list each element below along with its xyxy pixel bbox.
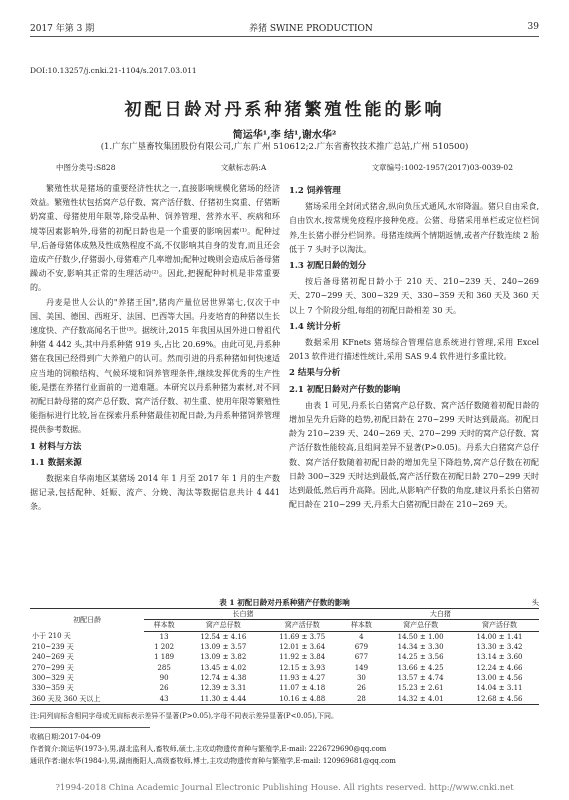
table-cell: 13.30 ± 3.42 (476, 643, 523, 652)
table-cell: 12.15 ± 3.93 (279, 663, 326, 672)
table-cell: 300~329 天 (32, 673, 74, 682)
table-body (30, 631, 539, 704)
table-cell: 677 (354, 653, 369, 662)
table-row (30, 642, 539, 652)
table-cell: 12.39 ± 3.31 (200, 684, 247, 693)
received-date: 收稿日期:2017-04-09 (30, 733, 101, 741)
affiliation: (1.广东广垦畜牧集团股份有限公司,广东 广州 510612;2.广东省畜牧技术推广总站,广州 510500) (100, 142, 469, 152)
paragraph: 由表 1 可见,丹系长白猪窝产总仔数、窝产活仔数随着初配日龄的增加呈先升后降的趋势,初配日龄在 270~299 天时达到最高。初配日龄为 210~239 天、240~269 天、270~299 天时的窝产总仔数、窝产活仔数性能较高,且组间差异不显著(P>0.05)。丹系大白猪窝产总仔数、窝产活仔数随着初配日龄的增加先呈下降趋势,窝产总仔数在初配日龄 300~329 天时达到最低,窝产活仔数在初配日龄 270~299 天时达到最低,然后再升高降。因此,从影响产仔数的角度,建议丹系长白猪初配日龄在 210~299 天,丹系大白猪初配日龄在 210~269 天。 (289, 400, 539, 510)
paragraph: 数据采用 KFnets 猪场综合管理信息系统进行管理,采用 Excel 2013 软件进行描述性统计,采用 SAS 9.4 软件进行多重比较。 (289, 338, 539, 362)
document-code: 文献标志码:A (220, 163, 267, 172)
paragraph: 丹麦是世人公认的"养猪王国",猪肉产量位居世界第七,仅次于中国、美国、德国、西班牙、法国、巴西等大国。丹麦培育的种猪以生长速度快、产仔数高闻名于世⁽³⁾。据统计,2015 年我国从国外进口曾祖代种猪 4 442 头,其中丹系种猪 919 头,占比 20.69%。由此可见,丹系种猪在我国已经得到广大养殖户的认可。然而引进的丹系种猪如何快速适应当地的饲粮结构、气候环境和饲养管理条件,继续发挥优秀的生产性能,是摆在养猪行业面前的一道难题。本研究以丹系种猪为素材,对不同初配日龄母猪的窝产总仔数、窝产活仔数、初生重、使用年限等繁殖性能指标进行比较,旨在探索丹系种猪最佳初配日龄,为丹系种猪饲养管理提供参考数据。 (30, 297, 280, 435)
table-cell: 12.01 ± 3.64 (279, 643, 326, 652)
table-row (30, 693, 539, 704)
table-cell: 285 (157, 663, 171, 672)
table-row (30, 673, 539, 683)
table-row (30, 683, 539, 693)
table-row (30, 662, 539, 672)
table-cell: 14.32 ± 4.01 (381, 693, 460, 704)
table-cell: 11.07 ± 4.18 (279, 684, 326, 693)
table-cell: 26 (159, 684, 169, 693)
table-row (30, 631, 539, 642)
paragraph: 猪场采用全封闭式猪舍,纵向负压式通风,水帘降温。猪只自由采食,自由饮水,按常规免疫程序接种免疫。公猪、母猪采用单栏或定位栏饲养,生长猪小群分栏饲养。母猪连续两个情期返情,或者产仔数连续 2 胎低于 7 头时予以淘汰。 (289, 202, 539, 254)
header-rule (30, 36, 539, 37)
table-cell: 14.50 ± 1.00 (397, 632, 444, 641)
table-cell: 12.74 ± 4.38 (200, 673, 247, 682)
column-header: 样本数 (144, 620, 183, 631)
table-cell: 1 202 (154, 643, 175, 652)
meta-line (56, 162, 513, 173)
table-title: 表 1 初配日龄对丹系种猪产仔数的影响 (219, 598, 350, 607)
corresponding-author: 通讯作者:谢水华(1984-),男,湖南衡阳人,高级畜牧师,博士,主攻动物遗传育种与繁殖学,E-mail: 120969681@qq.com (30, 757, 396, 765)
column-header: 样本数 (342, 620, 381, 631)
section-heading: 1 材料与方法 (30, 441, 82, 452)
table-cell: 90 (159, 673, 169, 682)
issue-label: 2017 年第 3 期 (30, 23, 95, 34)
table-cell: 12.68 ± 4.56 (460, 693, 539, 704)
table-cell: 679 (354, 643, 369, 652)
authors: 简运华¹,李 结¹,谢水华² (232, 130, 337, 141)
table-cell: 13.14 ± 3.60 (476, 653, 523, 662)
table-cell: 330~359 天 (32, 684, 74, 693)
clc-number: 中图分类号:S828 (56, 163, 116, 172)
author-bio: 作者简介:简运华(1973-),男,湖北监利人,畜牧师,硕士,主攻动物遗传育种与繁殖学,E-mail: 2226729690@qq.com (30, 745, 387, 753)
table-cell: 13.09 ± 3.57 (200, 643, 247, 652)
column-header: 初配日龄 (30, 609, 144, 632)
table-cell: 11.92 ± 3.84 (279, 653, 326, 662)
table-cell: 14.25 ± 3.56 (397, 653, 444, 662)
table-cell: 43 (144, 693, 183, 704)
column-header: 窝产总仔数 (184, 620, 263, 631)
table-cell: 13.57 ± 4.74 (397, 673, 444, 682)
table-cell: 12.24 ± 4.66 (476, 663, 523, 672)
table-cell: 240~269 天 (32, 653, 74, 662)
table-cell: 270~299 天 (32, 663, 74, 672)
table-row (30, 652, 539, 662)
subsection-heading: 1.2 饲养管理 (289, 186, 341, 196)
paragraph: 繁殖性状是猪场的重要经济性状之一,直接影响规模化猪场的经济效益。繁殖性状包括窝产总仔数、窝产活仔数、仔猪初生窝重、仔猪断奶窝重、母猪使用年限等,除受品种、饲养管理、营养水平、疾病和环境等因素影响外,母猪的初配日龄也是一个重要的影响因素⁽¹⁾。配种过早,后备母猪体成熟及性成熟程度不高,不仅影响其自身的发育,而且还会造成产仔数少,仔猪弱小,母猪难产几率增加;配种过晚则会造成后备母猪躁动不安,影响其正常的生理活动⁽²⁾。因此,把握配种时机是非常重要的。 (30, 184, 280, 293)
paragraph: 按后备母猪初配日龄小于 210 天、210~239 天、240~269 天、270~299 天、300~329 天、330~359 天和 360 天及 360 天以上 7 个阶段分组,每组的初配日龄相差 30 天。 (289, 277, 539, 315)
table-unit: 头 (531, 598, 539, 607)
table-cell: 13.45 ± 4.02 (200, 663, 247, 672)
table-cell: 10.16 ± 4.88 (263, 693, 342, 704)
table-cell: 小于 210 天 (32, 632, 71, 641)
column-header: 窝产活仔数 (263, 620, 342, 631)
subsection-heading: 1.3 初配日龄的划分 (289, 261, 367, 272)
table-cell: 1 189 (154, 653, 175, 662)
table-note: 注:同列肩标含相同字母或无肩标表示差异不显著(P>0.05),字母不同表示差异显著(P<0.05),下同。 (30, 712, 339, 720)
table-cell: 4 (359, 632, 364, 641)
right-column (289, 182, 539, 512)
table-cell: 15.23 ± 2.61 (397, 684, 444, 693)
copyright-line: ?1994-2018 China Academic Journal Electronic Publishing House. All rights reserved. http://www.cnki.net (55, 783, 514, 793)
table-cell: 360 天及 360 天以上 (30, 693, 144, 704)
table-cell: 149 (354, 663, 369, 672)
table-cell: 13.00 ± 4.56 (476, 673, 523, 682)
table-cell: 11.30 ± 4.44 (184, 693, 263, 704)
paper-title: 初配日龄对丹系种猪繁殖性能的影响 (124, 100, 445, 120)
page-number: 39 (527, 22, 539, 32)
table-cell: 11.69 ± 3.75 (279, 632, 326, 641)
table-cell: 14.34 ± 3.30 (397, 643, 444, 652)
table-cell: 12.54 ± 4.16 (200, 632, 247, 641)
article-number: 文章编号:1002-1957(2017)03-0039-02 (371, 163, 513, 172)
subsection-heading: 1.4 统计分析 (289, 321, 341, 332)
running-header (30, 20, 539, 34)
table-cell: 14.00 ± 1.41 (476, 632, 523, 641)
table-title-row (30, 597, 539, 608)
journal-name: 养猪 SWINE PRODUCTION (248, 23, 373, 34)
results-table (30, 608, 539, 705)
table-cell: 210~239 天 (32, 643, 74, 652)
table-cell: 26 (356, 684, 366, 693)
table-cell: 13.09 ± 3.82 (200, 653, 247, 662)
column-header: 窝产活仔数 (460, 620, 539, 631)
subsection-heading: 2.1 初配日龄对产仔数的影响 (289, 384, 401, 395)
table-cell: 11.93 ± 4.27 (279, 673, 326, 682)
breed-header: 大白猪 (342, 609, 539, 620)
left-column (30, 182, 280, 515)
table-cell: 14.04 ± 3.11 (476, 684, 523, 693)
table-cell: 28 (342, 693, 381, 704)
breed-header: 长白猪 (144, 609, 341, 620)
table-cell: 13.66 ± 4.25 (397, 663, 444, 672)
subsection-heading: 1.1 数据来源 (30, 457, 82, 468)
section-heading: 2 结果与分析 (289, 368, 341, 379)
footnote-rule (30, 727, 150, 728)
paragraph: 数据来自华南地区某猪场 2014 年 1 月至 2017 年 1 月的生产数据记录,包括配种、妊娠、流产、分娩、淘汰等数据信息共计 4 441 条。 (30, 474, 280, 512)
table-cell: 13 (159, 632, 169, 641)
column-header: 窝产总仔数 (381, 620, 460, 631)
table-cell: 30 (356, 673, 366, 682)
doi[interactable]: DOI:10.13257/j.cnki.21-1104/s.2017.03.011 (30, 66, 197, 75)
